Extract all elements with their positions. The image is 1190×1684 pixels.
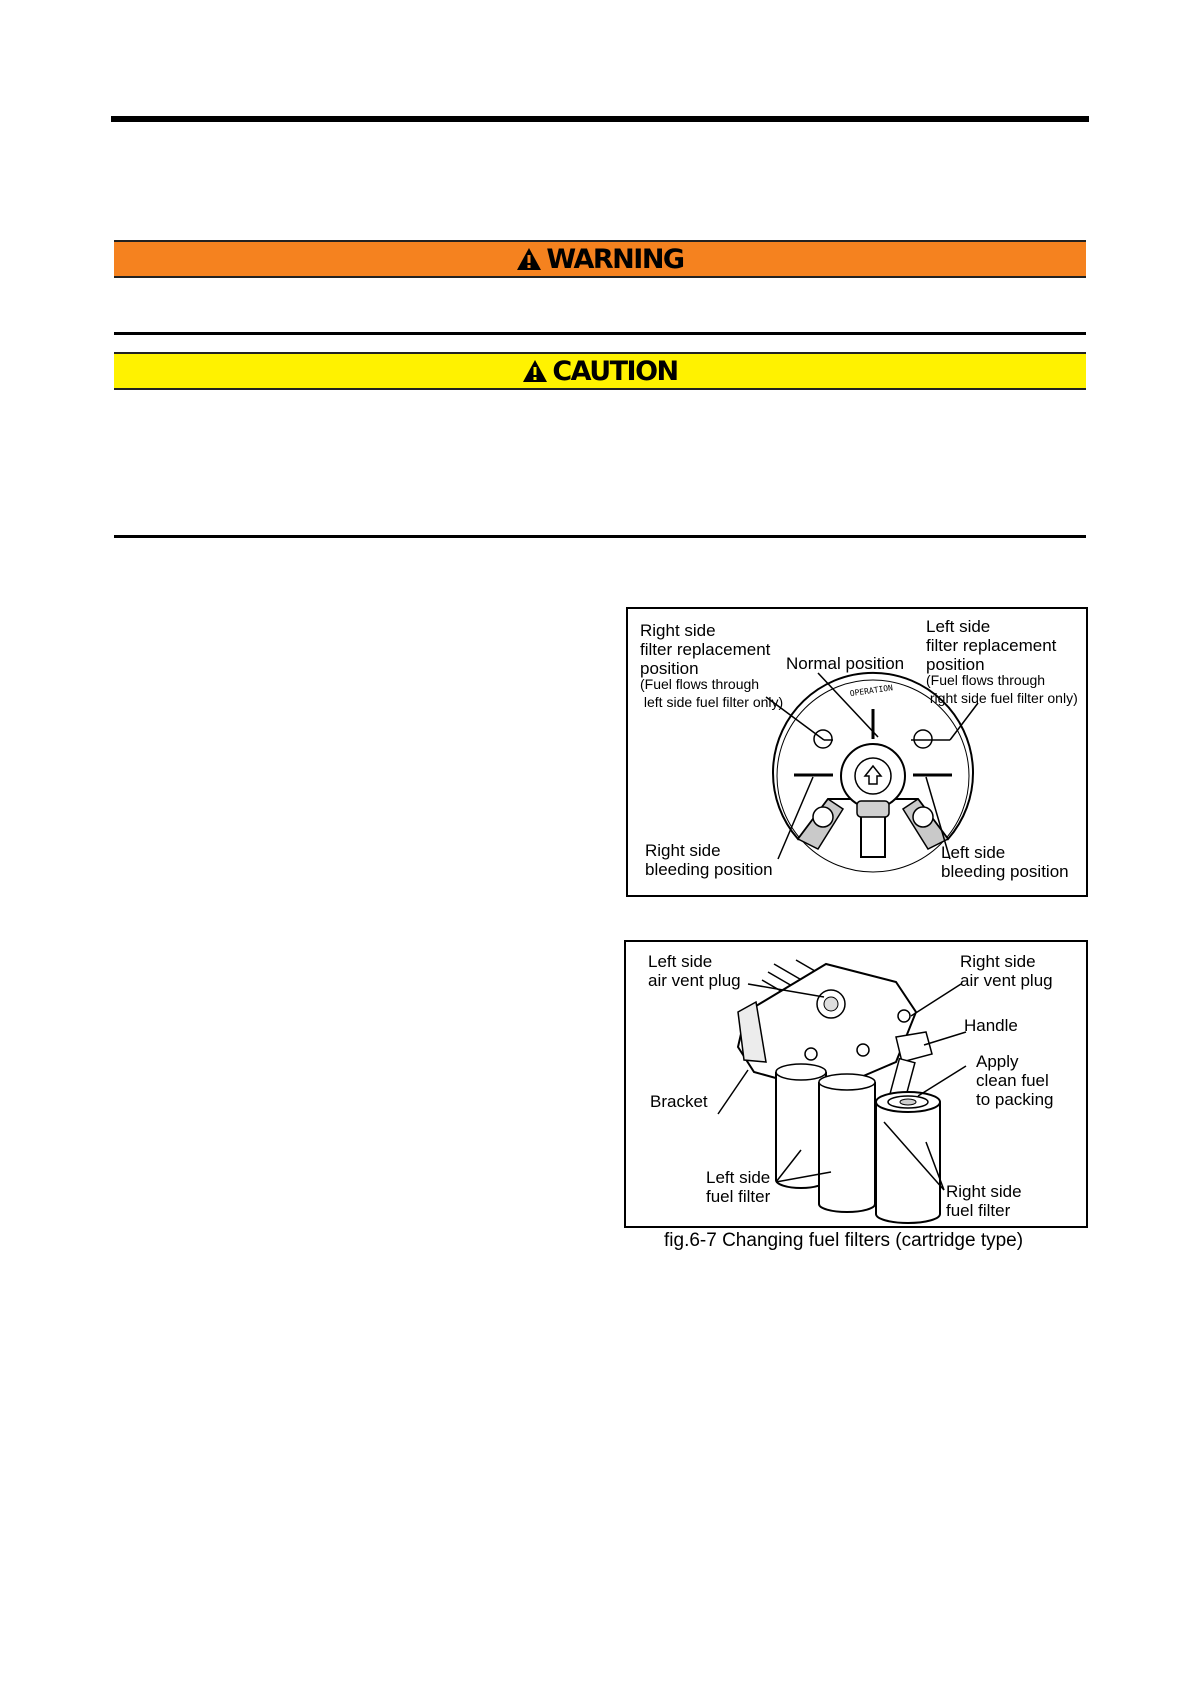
warning-triangle-icon [516,247,542,271]
valve-positions-figure [626,607,1088,897]
right-filter-note: (Fuel flows through left side fuel filter only) [640,676,784,710]
right-fuel-filter-label: Right side fuel filter [946,1182,1022,1220]
fuel-filters-figure [624,940,1088,1228]
dial-operation-text: OPERATION [849,683,894,699]
right-filter-replacement-label: Right side filter replacement position [640,621,771,678]
handle-label: Handle [964,1016,1018,1035]
header-rule [111,116,1089,122]
right-bleeding-label: Right side bleeding position [645,841,773,879]
left-bleeding-label: Left side bleeding position [941,843,1069,881]
caution-banner [114,352,1086,390]
apply-fuel-label: Apply clean fuel to packing [976,1052,1054,1109]
warning-label: WARNING [546,243,684,275]
left-filter-note: (Fuel flows through right side fuel filter only) [926,672,1078,706]
caution-triangle-icon [522,359,548,383]
left-fuel-filter-label: Left side fuel filter [706,1168,771,1206]
section-divider [114,332,1086,335]
right-air-vent-plug-label: Right side air vent plug [960,952,1053,990]
normal-position-label: Normal position [786,654,905,673]
left-air-vent-plug-label: Left side air vent plug [648,952,741,990]
left-filter-replacement-label: Left side filter replacement position [926,617,1057,674]
figure-caption: fig.6-7 Changing fuel filters (cartridge type) [664,1230,1024,1251]
section-divider [114,535,1086,538]
caution-label: CAUTION [552,355,678,387]
bracket-label: Bracket [650,1092,708,1111]
warning-banner [114,240,1086,278]
